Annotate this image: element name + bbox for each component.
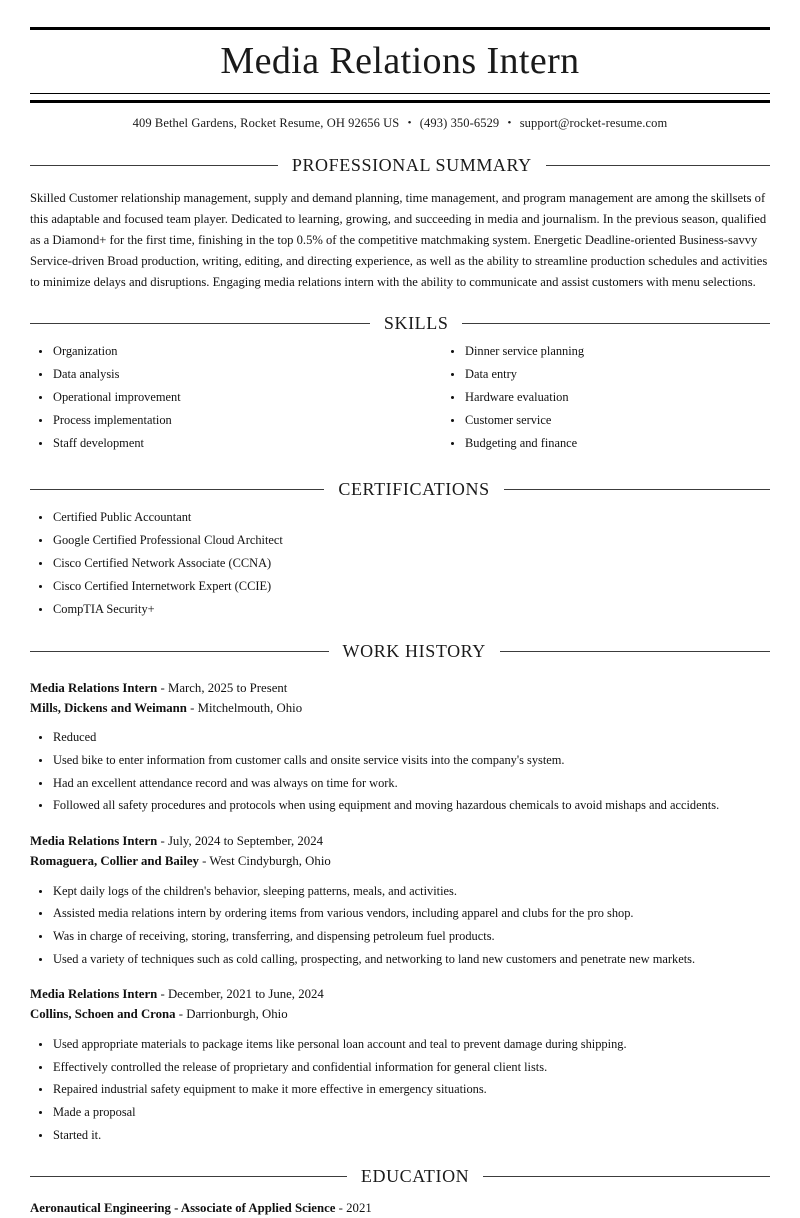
education-year: 2021 bbox=[346, 1201, 372, 1216]
education-dash: - bbox=[338, 1201, 343, 1216]
list-item: Had an excellent attendance record and was always on time for work. bbox=[30, 775, 770, 793]
section-education bbox=[30, 1166, 770, 1218]
list-item: Cisco Certified Internetwork Expert (CCIE) bbox=[30, 578, 770, 596]
heading-rule-right bbox=[546, 165, 770, 166]
heading-rule-right bbox=[462, 323, 770, 324]
skills-column-right bbox=[400, 343, 770, 459]
list-item: Repaired industrial safety equipment to make it more effective in emergency situations. bbox=[30, 1081, 770, 1099]
list-item: Data entry bbox=[442, 366, 770, 384]
section-heading-education bbox=[30, 1166, 770, 1187]
job-dash: - bbox=[160, 987, 165, 1002]
job-company: Collins, Schoen and Crona bbox=[30, 1007, 176, 1022]
list-item: Budgeting and finance bbox=[442, 435, 770, 453]
skills-list-right bbox=[442, 343, 770, 453]
contact-email[interactable]: support@rocket-resume.com bbox=[519, 115, 668, 130]
list-item: Used appropriate materials to package items like personal loan account and teal to prevent damage during shipping. bbox=[30, 1036, 770, 1054]
job-company: Romaguera, Collier and Bailey bbox=[30, 853, 199, 868]
header-title-block bbox=[30, 30, 770, 93]
list-item: Operational improvement bbox=[30, 389, 400, 407]
list-item: Was in charge of receiving, storing, transferring, and dispensing petroleum fuel products. bbox=[30, 928, 770, 946]
section-skills bbox=[30, 313, 770, 459]
job-bullet-list bbox=[30, 729, 770, 814]
job-dates: July, 2024 to September, 2024 bbox=[167, 833, 323, 848]
job-bullet-list bbox=[30, 883, 770, 968]
list-item: Reduced bbox=[30, 729, 770, 747]
job-location: West Cindyburgh, Ohio bbox=[209, 853, 331, 868]
contact-separator-1: • bbox=[407, 116, 412, 129]
job-company: Mills, Dickens and Weimann bbox=[30, 700, 187, 715]
job-location: Mitchelmouth, Ohio bbox=[197, 700, 303, 715]
list-item: Certified Public Accountant bbox=[30, 509, 770, 527]
section-heading-certifications bbox=[30, 479, 770, 500]
heading-rule-left bbox=[30, 1176, 347, 1177]
header-bottom-rule bbox=[30, 93, 770, 103]
list-item: Staff development bbox=[30, 435, 400, 453]
contact-line bbox=[30, 103, 770, 131]
heading-rule-left bbox=[30, 651, 329, 652]
list-item: Followed all safety procedures and protocols when using equipment and moving hazardous chemicals to avoid mishaps and accidents. bbox=[30, 797, 770, 815]
job-title: Media Relations Intern bbox=[30, 987, 158, 1002]
job-location: Darrionburgh, Ohio bbox=[186, 1007, 288, 1022]
list-item: Made a proposal bbox=[30, 1104, 770, 1122]
section-title: WORK HISTORY bbox=[342, 640, 486, 661]
job-dates: December, 2021 to June, 2024 bbox=[167, 987, 324, 1002]
heading-rule-right bbox=[504, 489, 770, 490]
list-item: Started it. bbox=[30, 1127, 770, 1145]
job-dash: - bbox=[202, 853, 207, 868]
section-title: CERTIFICATIONS bbox=[338, 478, 490, 499]
job-company-line bbox=[30, 1005, 770, 1025]
list-item: Process implementation bbox=[30, 412, 400, 430]
heading-rule-left bbox=[30, 489, 324, 490]
page-title: Media Relations Intern bbox=[220, 40, 580, 82]
section-heading-skills bbox=[30, 313, 770, 334]
list-item: Data analysis bbox=[30, 366, 400, 384]
job-bullet-list bbox=[30, 1036, 770, 1144]
section-professional-summary bbox=[30, 155, 770, 293]
section-work-history bbox=[30, 641, 770, 1145]
job-title: Media Relations Intern bbox=[30, 680, 158, 695]
list-item: Cisco Certified Network Associate (CCNA) bbox=[30, 555, 770, 573]
heading-rule-right bbox=[500, 651, 770, 652]
list-item: CompTIA Security+ bbox=[30, 601, 770, 619]
list-item: Organization bbox=[30, 343, 400, 361]
section-heading-work-history bbox=[30, 641, 770, 662]
job-dash: - bbox=[160, 680, 165, 695]
section-title: EDUCATION bbox=[360, 1166, 470, 1187]
skills-columns bbox=[30, 343, 770, 459]
list-item: Assisted media relations intern by ordering items from various vendors, including apparel and clubs for the pro shop. bbox=[30, 905, 770, 923]
section-certifications bbox=[30, 479, 770, 619]
contact-separator-2: • bbox=[507, 116, 512, 129]
heading-rule-left bbox=[30, 165, 278, 166]
list-item: Hardware evaluation bbox=[442, 389, 770, 407]
work-history-entry bbox=[30, 832, 770, 968]
section-heading-professional-summary bbox=[30, 155, 770, 176]
job-title: Media Relations Intern bbox=[30, 833, 158, 848]
contact-phone[interactable]: (493) 350-6529 bbox=[419, 115, 500, 130]
job-dash: - bbox=[160, 833, 165, 848]
skills-list-left bbox=[30, 343, 400, 453]
list-item: Dinner service planning bbox=[442, 343, 770, 361]
section-title: PROFESSIONAL SUMMARY bbox=[291, 154, 532, 175]
work-history-entry bbox=[30, 679, 770, 815]
job-company-line bbox=[30, 699, 770, 719]
contact-address: 409 Bethel Gardens, Rocket Resume, OH 92656 US bbox=[132, 115, 400, 130]
job-dash: - bbox=[190, 700, 195, 715]
job-title-line bbox=[30, 679, 770, 699]
job-dash: - bbox=[178, 1007, 184, 1022]
list-item: Used bike to enter information from customer calls and onsite service visits into the company's system. bbox=[30, 752, 770, 770]
list-item: Google Certified Professional Cloud Architect bbox=[30, 532, 770, 550]
job-dates: March, 2025 to Present bbox=[167, 680, 288, 695]
work-history-entry bbox=[30, 985, 770, 1144]
job-title-line bbox=[30, 832, 770, 852]
education-degree: Aeronautical Engineering - Associate of Applied Science bbox=[30, 1201, 336, 1216]
education-entry bbox=[30, 1199, 770, 1218]
skills-column-left bbox=[30, 343, 400, 459]
heading-rule-right bbox=[483, 1176, 770, 1177]
summary-paragraph: Skilled Customer relationship management, supply and demand planning, time management, and program management are among the skillsets of this adaptable and focused team player. Dedicated to learning, growing, and succeeding in media and journalism. In the previous season, qualified as a Diamond+ for the first time, finishing in the top 0.5% of the competitive matchmaking system. Energetic Deadline-oriented Business-savvy Service-driven Broad production, writing, editing, and directing experience, as well as the ability to streamline production schedules and activities to minimize delays and disruptions. Engaging media relations intern with the ability to communicate and assist customers with menu selections. bbox=[30, 190, 768, 289]
list-item: Effectively controlled the release of proprietary and confidential information for general client lists. bbox=[30, 1059, 770, 1077]
section-title: SKILLS bbox=[383, 312, 449, 333]
heading-rule-left bbox=[30, 323, 370, 324]
job-company-line bbox=[30, 852, 770, 872]
list-item: Customer service bbox=[442, 412, 770, 430]
resume-page bbox=[0, 27, 800, 1216]
list-item: Kept daily logs of the children's behavior, sleeping patterns, meals, and activities. bbox=[30, 883, 770, 901]
list-item: Used a variety of techniques such as cold calling, prospecting, and networking to land new customers and penetrate new markets. bbox=[30, 951, 770, 969]
certifications-list bbox=[30, 509, 770, 619]
job-title-line bbox=[30, 985, 770, 1005]
